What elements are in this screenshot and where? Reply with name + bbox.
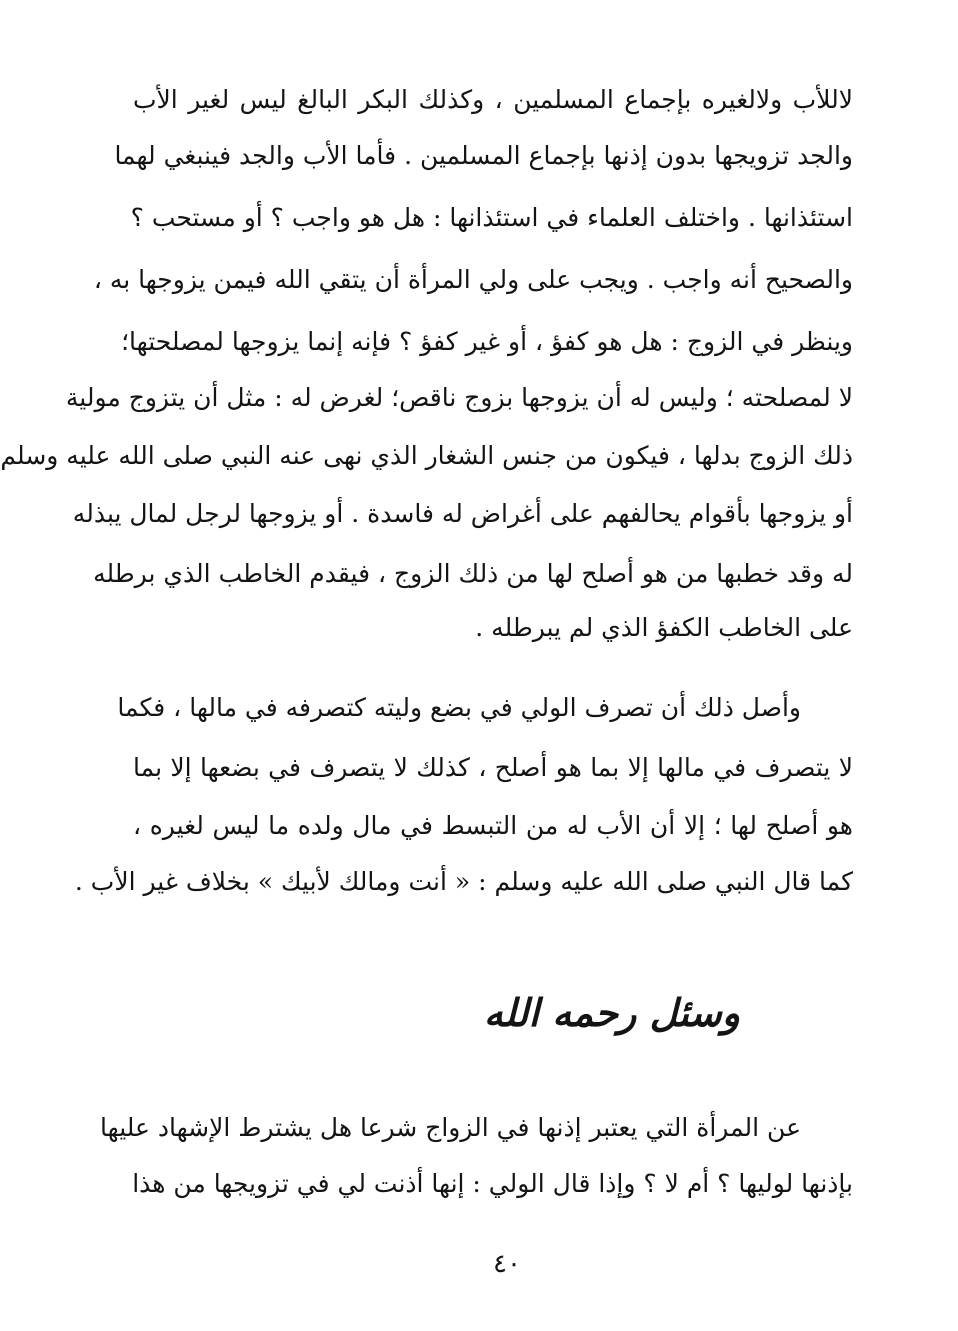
paragraph-1-line-9: له وقد خطبها من هو أصلح لها من ذلك الزوج ، فيقدم الخاطب الذي برطله [93, 559, 853, 588]
paragraph-3-line-1: عن المرأة التي يعتبر إذنها في الزواج شرعا هل يشترط الإشهاد عليها [100, 1113, 801, 1142]
paragraph-1-line-8: أو يزوجها بأقوام يحالفهم على أغراض له فاسدة . أو يزوجها لرجل لمال يبذله [72, 499, 853, 528]
paragraph-1-line-7: ذلك الزوج بدلها ، فيكون من جنس الشغار الذي نهى عنه النبي صلى الله عليه وسلم [0, 441, 853, 470]
paragraph-1-line-10: على الخاطب الكفؤ الذي لم يبرطله . [475, 613, 853, 642]
paragraph-2-line-2: لا يتصرف في مالها إلا بما هو أصلح ، كذلك لا يتصرف في بضعها إلا بما [133, 753, 853, 782]
page-number: ٤٠ [493, 1249, 521, 1279]
paragraph-3-line-2: بإذنها لوليها ؟ أم لا ؟ وإذا قال الولي : إنها أذنت لي في تزويجها من هذا [132, 1169, 853, 1198]
paragraph-1-line-1: لاللأب ولالغيره بإجماع المسلمين ، وكذلك البكر البالغ ليس لغير الأب [133, 85, 853, 114]
paragraph-1-line-6: لا لمصلحته ؛ وليس له أن يزوجها بزوج ناقص؛ لغرض له : مثل أن يتزوج مولية [65, 383, 853, 412]
paragraph-1-line-3: استئذانها . واختلف العلماء في استئذانها : هل هو واجب ؟ أو مستحب ؟ [130, 203, 853, 232]
paragraph-2-line-4: كما قال النبي صلى الله عليه وسلم : « أنت ومالك لأبيك » بخلاف غير الأب . [74, 867, 853, 896]
paragraph-2-line-3: هو أصلح لها ؛ إلا أن الأب له من التبسط في مال ولده ما ليس لغيره ، [133, 811, 853, 840]
paragraph-1-line-4: والصحيح أنه واجب . ويجب على ولي المرأة أن يتقي الله فيمن يزوجها به ، [93, 265, 853, 294]
paragraph-2-line-1: وأصل ذلك أن تصرف الولي في بضع وليته كتصرفه في مالها ، فكما [117, 693, 801, 722]
section-heading: وسئل رحمه الله [483, 990, 741, 1035]
paragraph-1-line-2: والجد تزويجها بدون إذنها بإجماع المسلمين . فأما الأب والجد فينبغي لهما [114, 141, 853, 170]
paragraph-1-line-5: وينظر في الزوج : هل هو كفؤ ، أو غير كفؤ ؟ فإنه إنما يزوجها لمصلحتها؛ [121, 327, 853, 356]
